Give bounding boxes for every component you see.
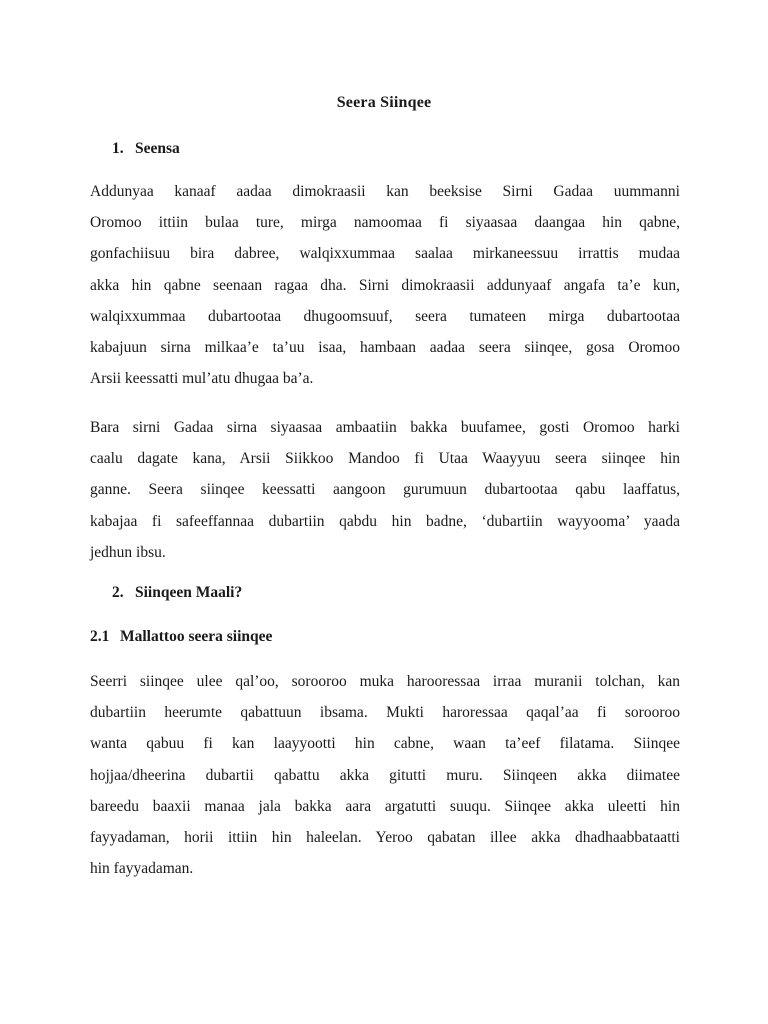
paragraph-line: gonfachiisuu bira dabree, walqixxummaa saalaa mirkaneessuu irrattis mudaa — [90, 245, 680, 263]
paragraph-line: Addunyaa kanaaf aadaa dimokraasii kan beeksise Sirni Gadaa uummanni — [90, 183, 680, 200]
paragraph-line: fayyadaman, horii ittiin hin haleelan. Yeroo qabatan illee akka dhadhaabbataatti — [90, 828, 680, 846]
section-heading-seensa — [112, 140, 180, 158]
paragraph-line: Oromoo ittiin bulaa ture, mirga namoomaa fi siyaasaa daangaa hin qabne, — [90, 214, 680, 232]
paragraph-intro-1 — [90, 176, 680, 394]
subsection-heading-mallattoo — [90, 628, 272, 646]
section-number: 1. — [112, 140, 124, 157]
paragraph-line: Arsii keessatti mul’atu dhugaa ba’a. — [90, 370, 314, 388]
paragraph-intro-2 — [90, 412, 680, 568]
section-heading-siinqeen-maali — [112, 584, 242, 602]
paragraph-line: dubartiin heerumte qabattuun ibsama. Mukti haroressaa qaqal’aa fi sorooroo — [90, 704, 680, 722]
paragraph-line: Bara sirni Gadaa sirna siyaasaa ambaatiin bakka buufamee, gosti Oromoo harki — [90, 419, 680, 436]
section-title: Seensa — [135, 140, 180, 157]
paragraph-line: kabajuun sirna milkaa’e ta’uu isaa, hambaan aadaa seera siinqee, gosa Oromoo — [90, 338, 680, 356]
paragraph-line: ganne. Seera siinqee keessatti aangoon gurumuun dubartootaa qabu laaffatus, — [90, 481, 680, 499]
document-title: Seera Siinqee — [336, 94, 432, 111]
paragraph-line: wanta qabuu fi kan laayyootti hin cabne, waan ta’eef filatama. Siinqee — [90, 735, 680, 753]
paragraph-line: jedhun ibsu. — [90, 543, 166, 561]
paragraph-mallattoo — [90, 666, 680, 884]
paragraph-line: bareedu baaxii manaa jala bakka aara argatutti suuqu. Siinqee akka uleetti hin — [90, 797, 680, 815]
paragraph-line: caalu dagate kana, Arsii Siikkoo Mandoo fi Utaa Waayyuu seera siinqee hin — [90, 450, 680, 468]
section-title: Siinqeen Maali? — [135, 584, 243, 601]
paragraph-line: Seerri siinqee ulee qal’oo, sorooroo muka harooressaa irraa muranii tolchan, kan — [90, 673, 680, 690]
paragraph-line: kabajaa fi safeeffannaa dubartiin qabdu hin badne, ‘dubartiin wayyooma’ yaada — [90, 512, 680, 530]
subsection-number: 2.1 — [90, 628, 110, 645]
paragraph-line: akka hin qabne seenaan ragaa dha. Sirni dimokraasii addunyaaf angafa ta’e kun, — [90, 276, 680, 294]
paragraph-line: walqixxummaa dubartootaa dhugoomsuuf, seera tumateen mirga dubartootaa — [90, 307, 680, 325]
section-number: 2. — [112, 584, 124, 601]
subsection-title: Mallattoo seera siinqee — [120, 628, 273, 645]
paragraph-line: hojjaa/dheerina dubartii qabattu akka gitutti muru. Siinqeen akka diimatee — [90, 766, 680, 784]
paragraph-line: hin fayyadaman. — [90, 860, 194, 878]
